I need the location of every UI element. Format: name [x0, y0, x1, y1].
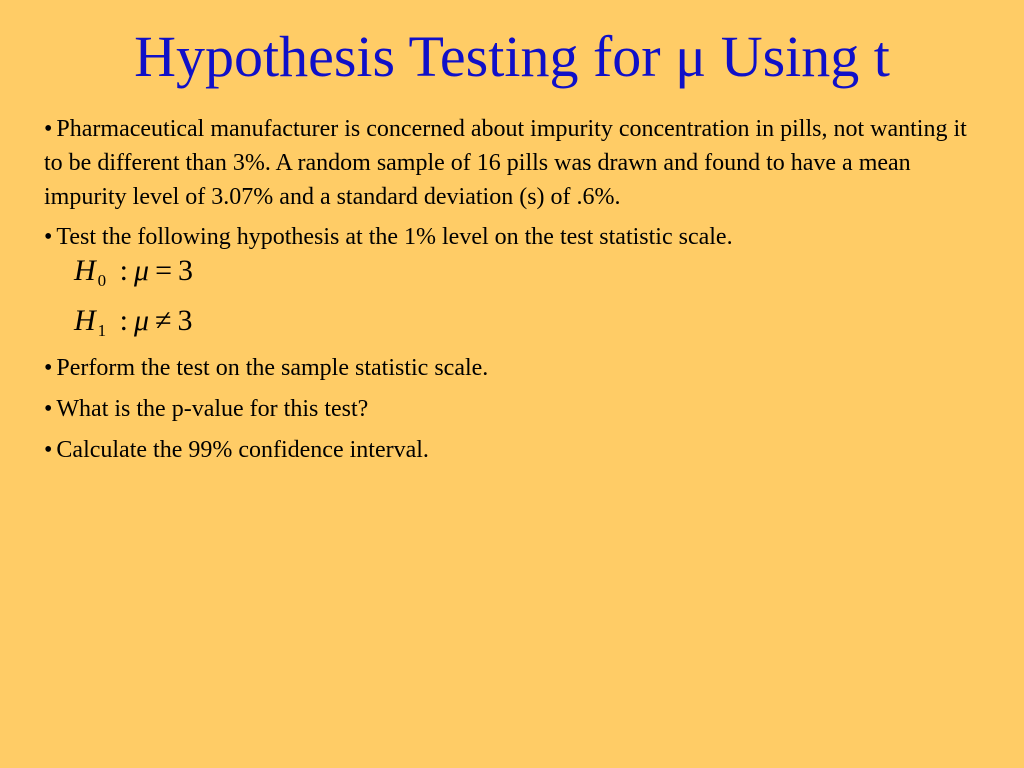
- bullet-marker: •: [44, 116, 53, 142]
- bullet-text: What is the p-value for this test?: [56, 396, 369, 422]
- h1-value: 3: [177, 304, 193, 337]
- bullet-marker: •: [44, 437, 53, 463]
- bullet-item: [44, 433, 984, 467]
- alternative-hypothesis: [74, 304, 193, 348]
- h0-subscript: 0: [97, 271, 107, 290]
- h0-symbol: H: [74, 254, 96, 287]
- bullet-item: [44, 220, 984, 254]
- h1-operator: ≠: [155, 304, 172, 337]
- h0-value: 3: [178, 254, 193, 287]
- h0-colon: :: [119, 254, 129, 287]
- h0-operator: =: [155, 254, 172, 287]
- h1-symbol: H: [74, 304, 96, 337]
- bullet-text: Test the following hypothesis at the 1% level on the test statistic scale.: [56, 224, 733, 250]
- bullet-text: Calculate the 99% confidence interval.: [56, 437, 429, 463]
- h1-subscript: 1: [97, 321, 107, 340]
- bullet-text: Perform the test on the sample statistic scale.: [56, 355, 489, 381]
- slide-title: Hypothesis Testing for μ Using t: [134, 24, 890, 89]
- hypotheses-block: [74, 254, 984, 344]
- bullet-marker: •: [44, 355, 53, 381]
- h0-param: μ: [134, 254, 150, 287]
- bullet-list: [44, 112, 984, 467]
- bullet-marker: •: [44, 396, 53, 422]
- bullet-item: [44, 351, 984, 385]
- bullet-item: [44, 112, 984, 214]
- null-hypothesis: [74, 254, 193, 298]
- h1-colon: :: [119, 304, 129, 337]
- bullet-item: [44, 392, 984, 426]
- h1-param: μ: [134, 304, 150, 337]
- bullet-text: Pharmaceutical manufacturer is concerned about impurity concentration in pills, not wanting it to be different than 3%. A random sample of 16 pills was drawn and found to have a mean impurity level of 3.07% and a standard deviation (s) of .6%.: [44, 116, 967, 210]
- bullet-marker: •: [44, 224, 53, 250]
